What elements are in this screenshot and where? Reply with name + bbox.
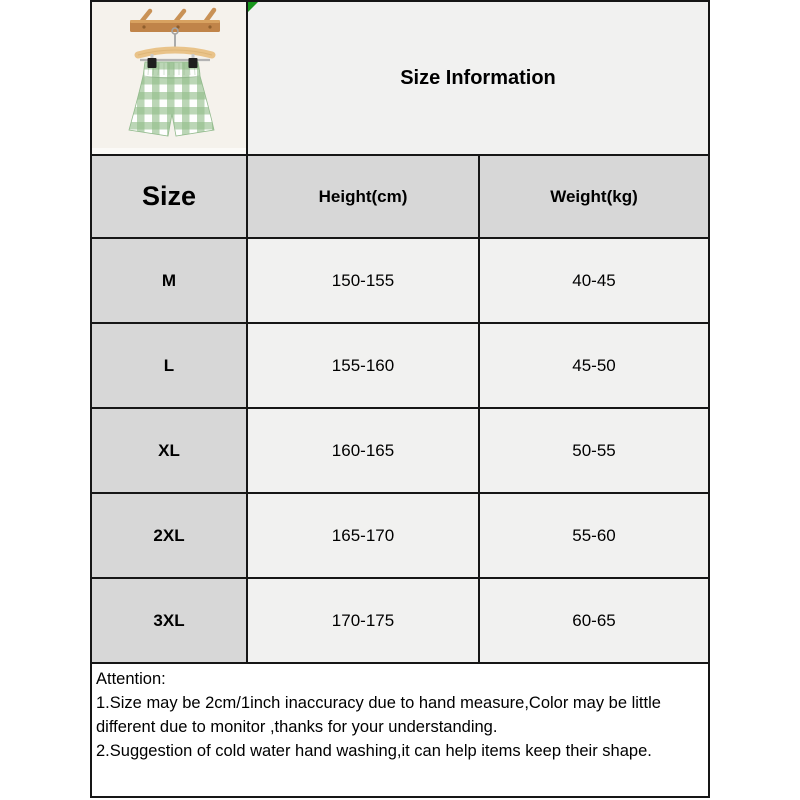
header-size xyxy=(92,156,248,237)
product-image-cell xyxy=(92,2,248,154)
cell-corner-flag-icon xyxy=(248,2,258,12)
size-cell: 2XL xyxy=(92,494,248,577)
height-cell: 160-165 xyxy=(248,409,480,492)
weight-cell: 40-45 xyxy=(480,239,708,322)
height-cell: 170-175 xyxy=(248,579,480,662)
header-size-label: Size xyxy=(141,181,197,211)
size-cell: 3XL xyxy=(92,579,248,662)
table-header-row xyxy=(92,156,708,239)
header-weight-label: Weight(kg) xyxy=(550,186,638,206)
weight-cell: 45-50 xyxy=(480,324,708,407)
weight-cell: 55-60 xyxy=(480,494,708,577)
attention-line: different due to monitor ,thanks for your understanding. xyxy=(96,718,498,736)
height-cell: 150-155 xyxy=(248,239,480,322)
table-row xyxy=(92,409,708,494)
attention-line: 1.Size may be 2cm/1inch inaccuracy due to hand measure,Color may be little xyxy=(96,694,661,712)
attention-line: Attention: xyxy=(96,670,166,688)
size-cell: M xyxy=(92,239,248,322)
height-cell: 165-170 xyxy=(248,494,480,577)
header-weight xyxy=(480,156,708,237)
size-cell: XL xyxy=(92,409,248,492)
table-row xyxy=(92,579,708,664)
table-row xyxy=(92,324,708,409)
product-photo xyxy=(92,2,246,154)
weight-cell: 50-55 xyxy=(480,409,708,492)
size-information-header xyxy=(248,2,708,154)
page-title: Size Information xyxy=(400,66,556,89)
attention-line: 2.Suggestion of cold water hand washing,it can help items keep their shape. xyxy=(96,742,652,760)
attention-note xyxy=(92,664,708,796)
top-row xyxy=(92,2,708,156)
size-chart-sheet xyxy=(90,0,710,798)
weight-cell: 60-65 xyxy=(480,579,708,662)
header-height-label: Height(cm) xyxy=(318,186,408,206)
size-cell: L xyxy=(92,324,248,407)
table-row xyxy=(92,239,708,324)
header-height xyxy=(248,156,480,237)
table-row xyxy=(92,494,708,579)
height-cell: 155-160 xyxy=(248,324,480,407)
